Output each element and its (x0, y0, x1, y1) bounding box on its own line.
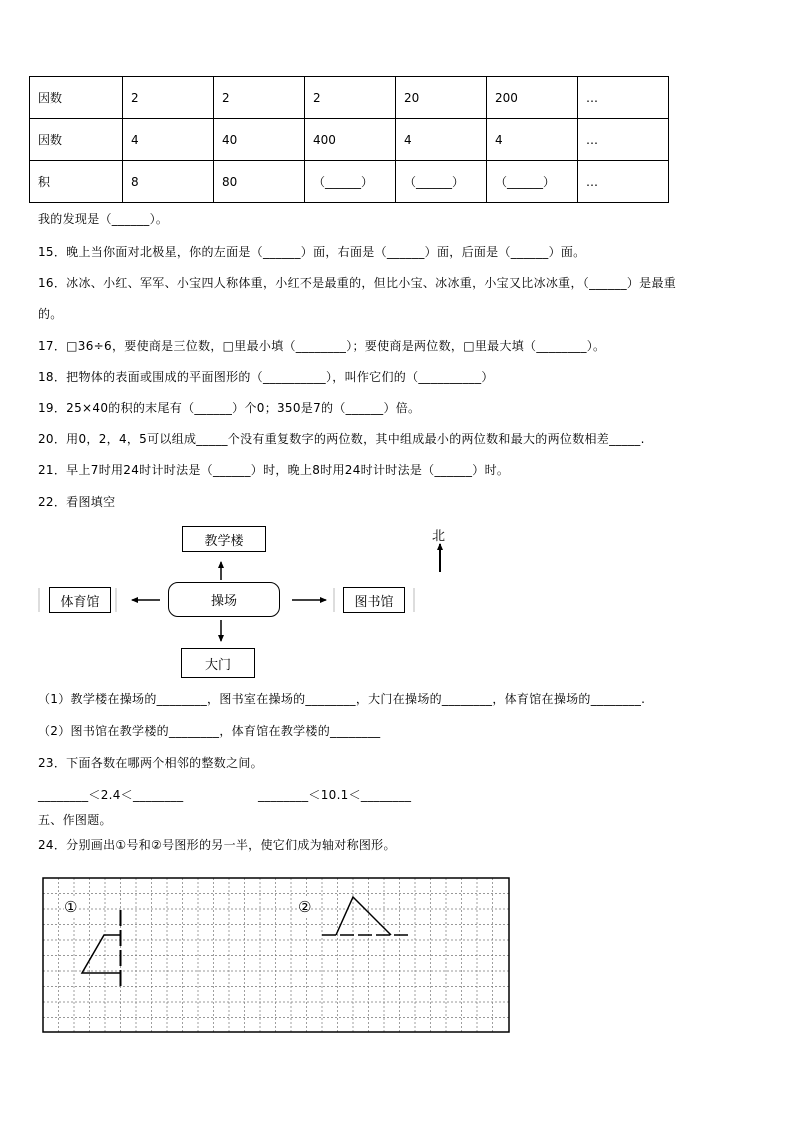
row-label: 积 (30, 161, 123, 203)
table-cell: … (578, 161, 669, 203)
question-20: 20．用0，2，4，5可以组成_____个没有重复数字的两位数，其中组成最小的两位数和最大的两位数相差_____. (38, 432, 645, 446)
north-label: 北 (432, 529, 446, 544)
question-16-cont: 的。 (38, 307, 63, 321)
table-cell: （______） (487, 161, 578, 203)
table-cell: 400 (305, 119, 396, 161)
table-cell: 2 (214, 77, 305, 119)
shape-2-label: ② (298, 898, 312, 916)
question-23-a: ________＜2.4＜________ (38, 788, 184, 802)
question-23-b: ________＜10.1＜________ (258, 788, 412, 802)
question-22-2: （2）图书馆在教学楼的________，体育馆在教学楼的________ (38, 724, 381, 738)
table-cell: 2 (123, 77, 214, 119)
table-cell: 4 (396, 119, 487, 161)
table-cell: （______） (396, 161, 487, 203)
table-cell: 80 (214, 161, 305, 203)
discovery-line: 我的发现是（______）。 (38, 212, 169, 226)
table-cell: （______） (305, 161, 396, 203)
row-label: 因数 (30, 77, 123, 119)
question-22-1: （1）教学楼在操场的________，图书室在操场的________，大门在操场的________，体育馆在操场的________. (38, 692, 646, 706)
table-cell: 200 (487, 77, 578, 119)
question-23: 23．下面各数在哪两个相邻的整数之间。 (38, 756, 263, 770)
section-5-heading: 五、作图题。 (38, 813, 112, 827)
table-cell: 4 (123, 119, 214, 161)
shape-1-label: ① (64, 898, 78, 916)
question-17: 17．□36÷6，要使商是三位数，□里最小填（________）；要使商是两位数，□里最大填（________）。 (38, 339, 606, 353)
gym-box: 体育馆 (49, 587, 111, 613)
table-cell: … (578, 119, 669, 161)
shape-1-half (82, 935, 121, 973)
question-18: 18．把物体的表面或围成的平面图形的（__________），叫作它们的（__________） (38, 370, 494, 384)
row-label: 因数 (30, 119, 123, 161)
question-15: 15．晚上当你面对北极星，你的左面是（______）面，右面是（______）面，后面是（______）面。 (38, 245, 586, 259)
teaching-building-box: 教学楼 (182, 526, 266, 552)
table-cell: 8 (123, 161, 214, 203)
table-cell: 2 (305, 77, 396, 119)
question-24: 24．分别画出①号和②号图形的另一半，使它们成为轴对称图形。 (38, 838, 396, 852)
question-16: 16．冰冰、小红、军军、小宝四人称体重，小红不是最重的，但比小宝、冰冰重，小宝又比冰冰重，（______）是最重 (38, 276, 677, 290)
question-21: 21．早上7时用24时计时法是（______）时，晚上8时用24时计时法是（______）时。 (38, 463, 510, 477)
table-cell: 4 (487, 119, 578, 161)
question-19: 19．25×40的积的末尾有（______）个0；350是7的（______）倍。 (38, 401, 421, 415)
question-22: 22．看图填空 (38, 495, 116, 509)
playground-box: 操场 (168, 582, 280, 617)
table-cell: 20 (396, 77, 487, 119)
table-cell: 40 (214, 119, 305, 161)
grid-border (43, 878, 509, 1032)
gate-box: 大门 (181, 648, 255, 678)
table-cell: … (578, 77, 669, 119)
library-box: 图书馆 (343, 587, 405, 613)
shape-2-half (336, 897, 391, 935)
